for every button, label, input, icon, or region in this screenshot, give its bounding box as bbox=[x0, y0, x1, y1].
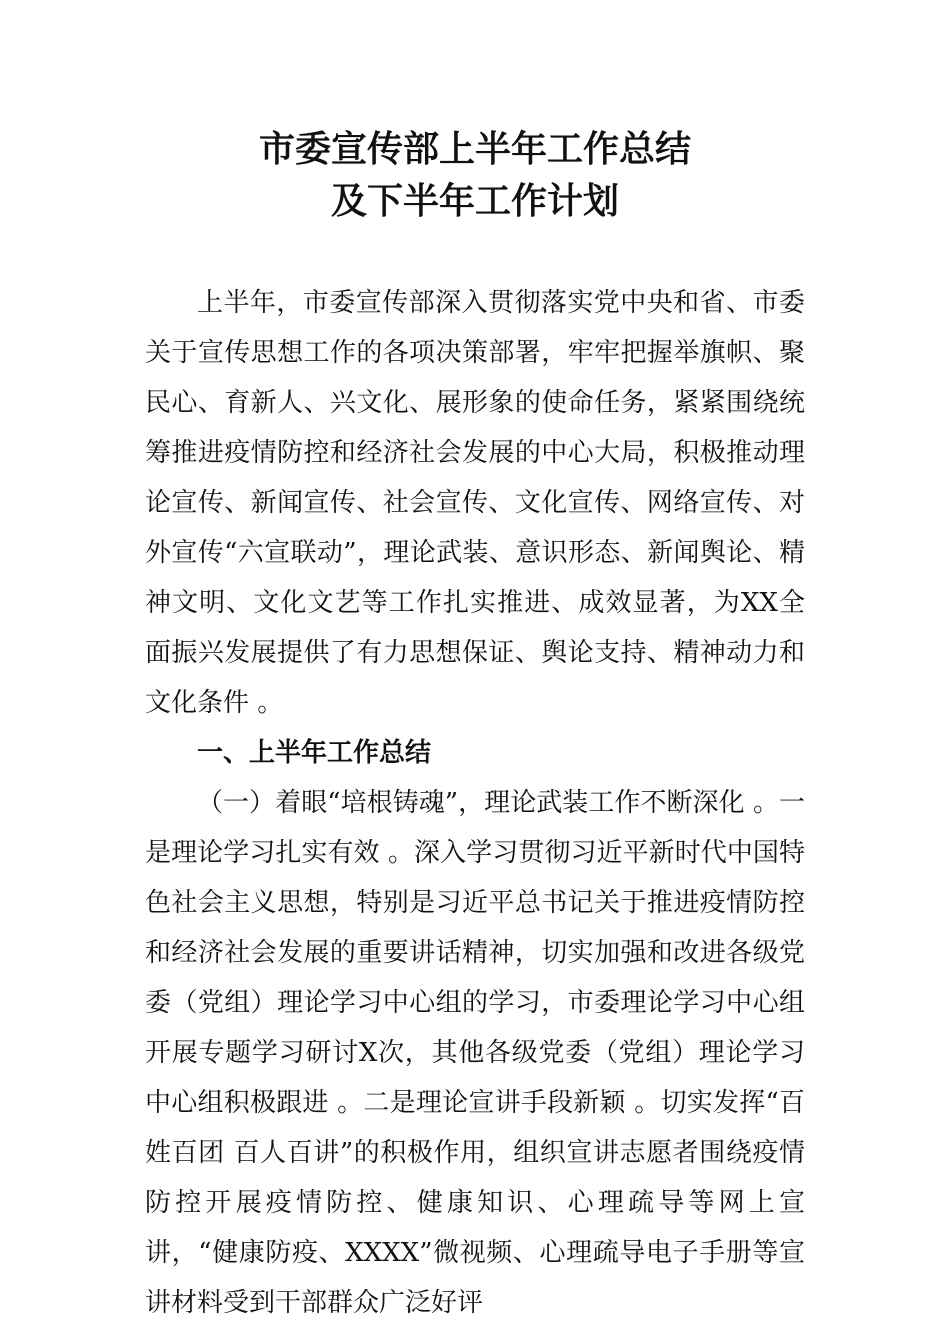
section-1-paragraph-1: （一）着眼“培根铸魂”，理论武装工作不断深化 。一是理论学习扎实有效 。深入学习贯彻习近平新时代中国特色社会主义思想，特别是习近平总书记关于推进疫情防控和经济社会发展的重要讲话精神，切实加强和改进各级党委（党组）理论学习中心组的学习，市委理论学习中心组开展专题学习研讨X次，其他各级党委（党组）理论学习中心组积极跟进 。二是理论宣讲手段新颖 。切实发挥“百姓百团 百人百讲”的积极作用，组织宣讲志愿者围绕疫情防控开展疫情防控、健康知识、心理疏导等网上宣讲，“健康防疫、XXXX”微视频、心理疏导电子手册等宣讲材料受到干部群众广泛好评 bbox=[145, 788, 805, 1318]
intro-paragraph: 上半年，市委宣传部深入贯彻落实党中央和省、市委关于宣传思想工作的各项决策部署，牢牢把握举旗帜、聚民心、育新人、兴文化、展形象的使命任务，紧紧围绕统筹推进疫情防控和经济社会发展的中心大局，积极推动理论宣传、新闻宣传、社会宣传、文化宣传、网络宣传、对外宣传“六宣联动”，理论武装、意识形态、新闻舆论、精神文明、文化文艺等工作扎实推进、成效显著，为XX全面振兴发展提供了有力思想保证、舆论支持、精神动力和文化条件 。 bbox=[145, 288, 805, 718]
title-line-2: 及下半年工作计划 bbox=[330, 181, 619, 222]
document-title bbox=[0, 124, 950, 228]
title-line-1: 市委宣传部上半年工作总结 bbox=[258, 129, 691, 170]
document-body bbox=[145, 278, 805, 1328]
section-heading-1: 一、上半年工作总结 bbox=[197, 738, 432, 768]
